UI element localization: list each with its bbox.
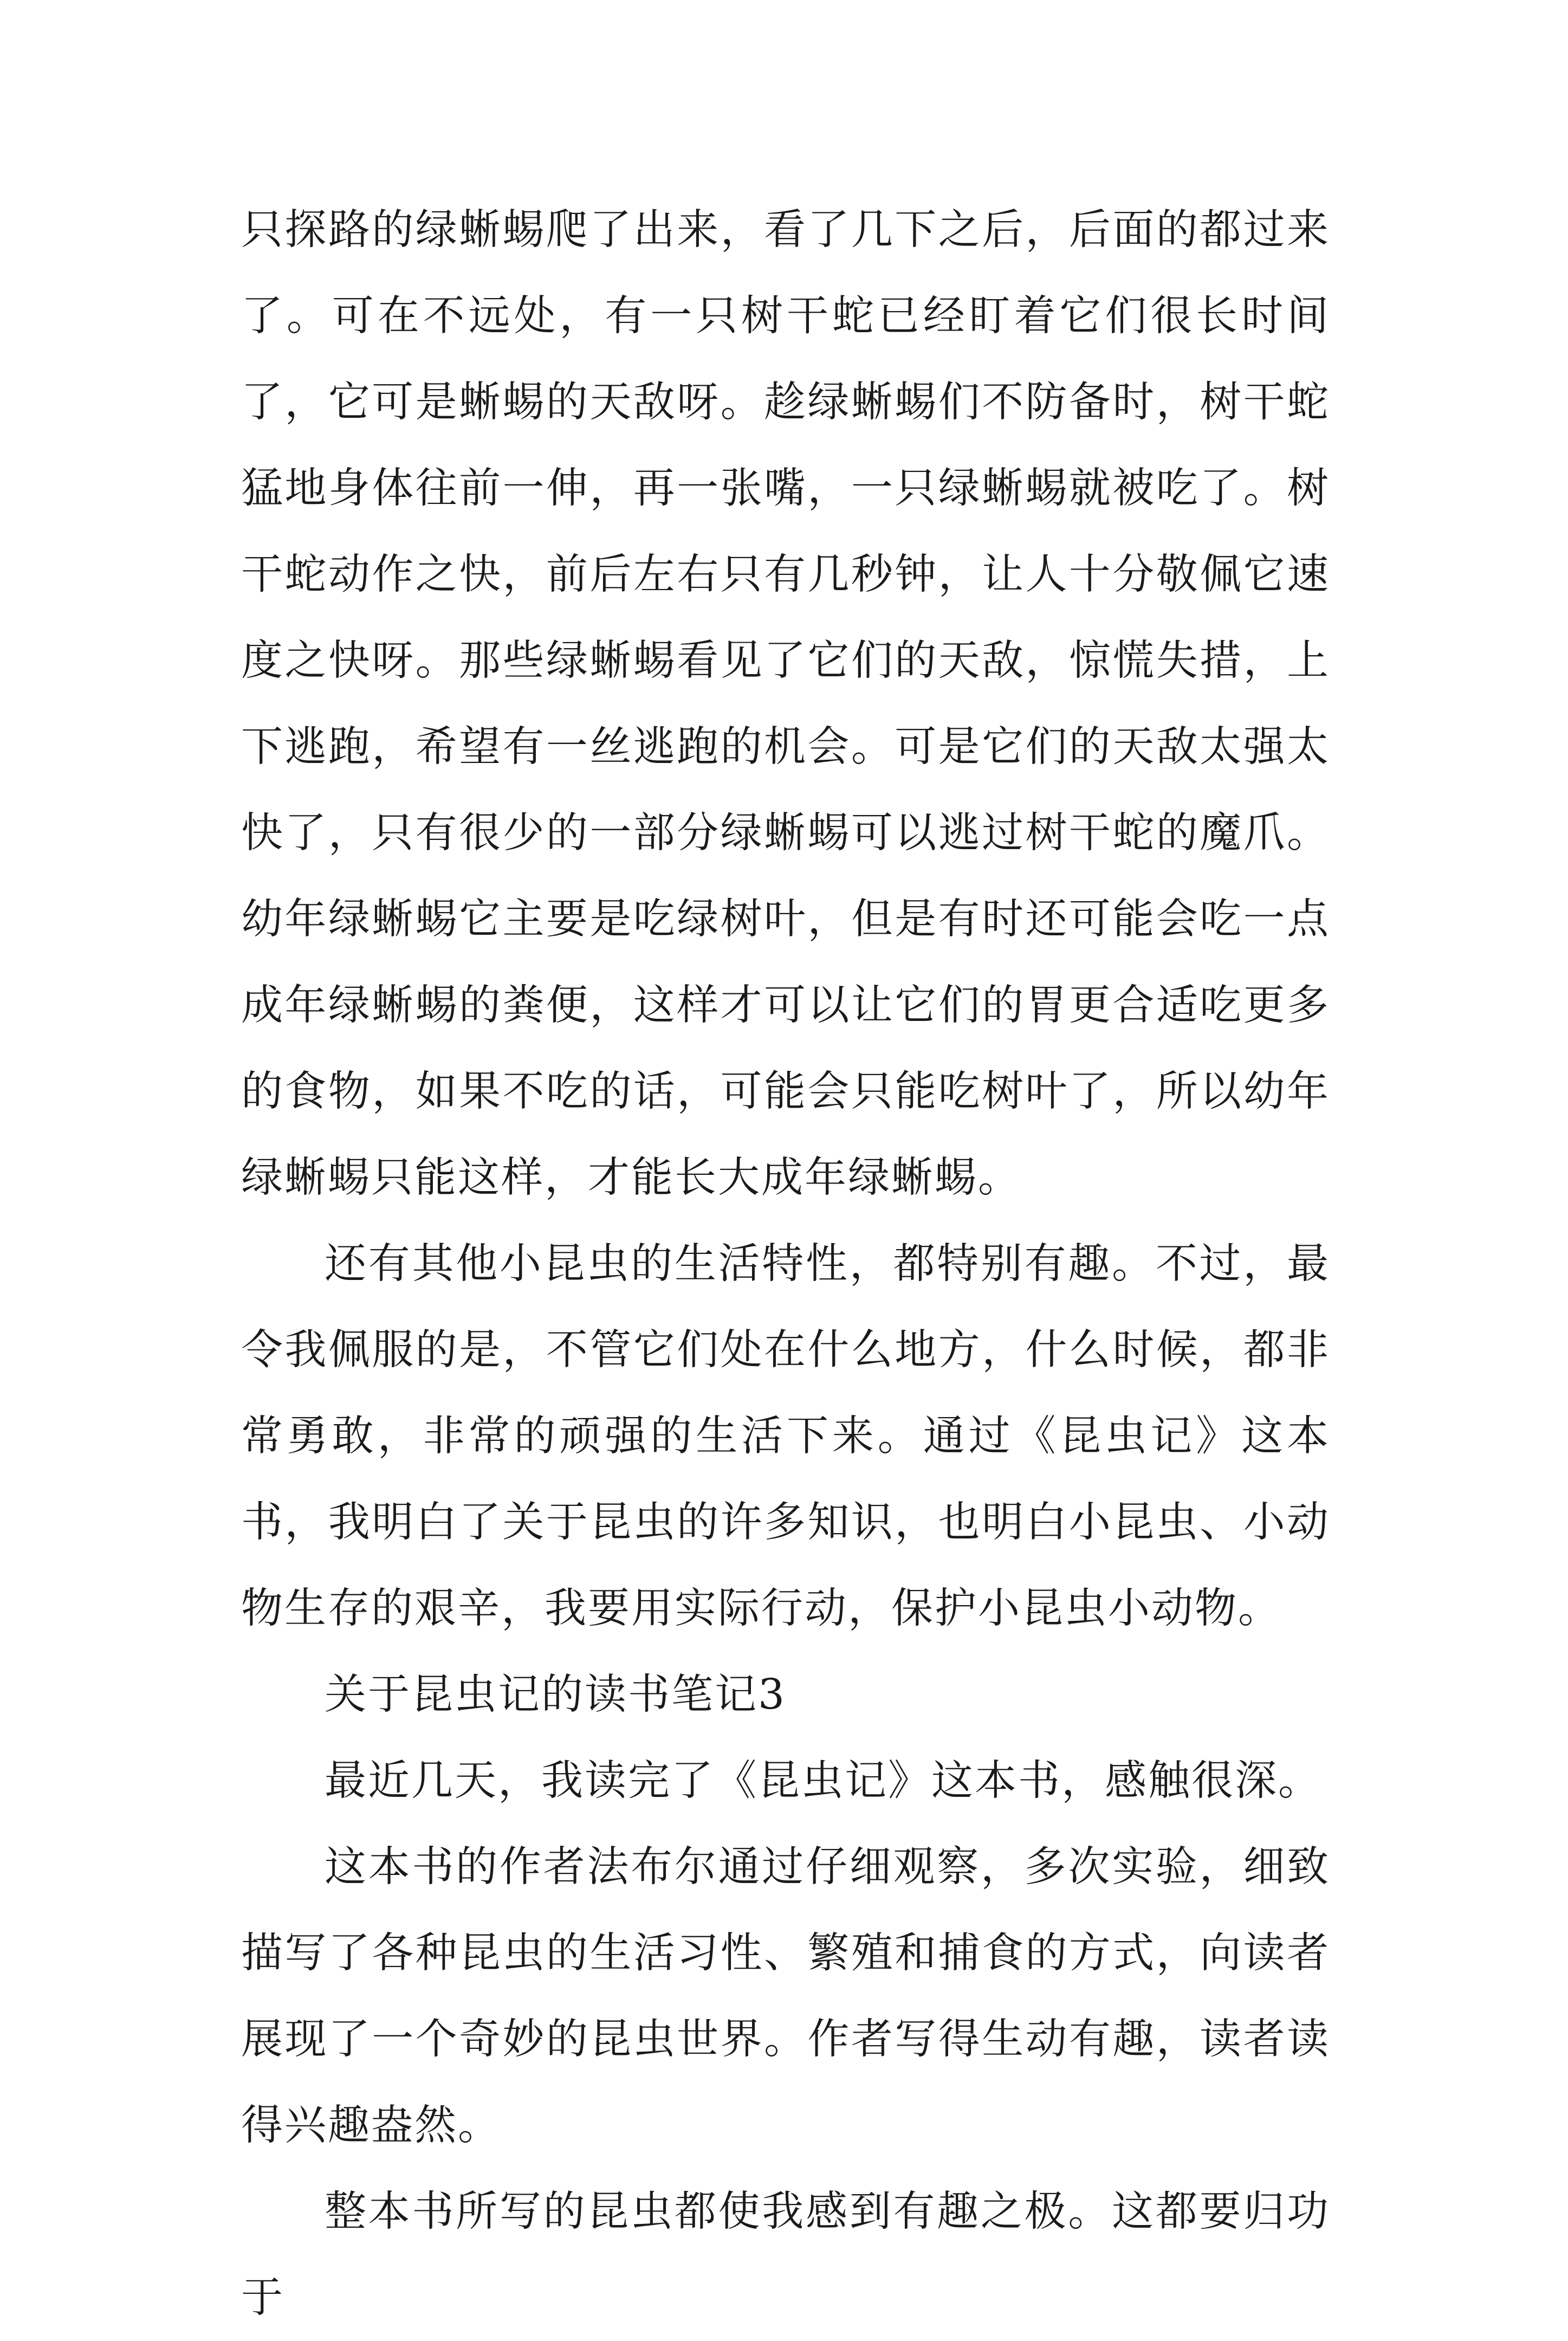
paragraph-interesting-insects: 整本书所写的昆虫都使我感到有趣之极。这都要归功于 [241, 2188, 1330, 2322]
paragraph-green-lizards: 只探路的绿蜥蜴爬了出来，看了几下之后，后面的都过来了。可在不远处，有一只树干蛇已经盯着它们很长时间了，它可是蜥蜴的天敌呀。趁绿蜥蜴们不防备时，树干蛇猛地身体往前一伸，再一张嘴，一只绿蜥蜴就被吃了。树干蛇动作之快，前后左右只有几秒钟，让人十分敬佩它速度之快呀。那些绿蜥蜴看见了它们的天敌，惊慌失措，上下逃跑，希望有一丝逃跑的机会。可是它们的天敌太强太快了，只有很少的一部分绿蜥蜴可以逃过树干蛇的魔爪。幼年绿蜥蜴它主要是吃绿树叶，但是有时还可能会吃一点成年绿蜥蜴的粪便，这样才可以让它们的胃更合适吃更多的食物，如果不吃的话，可能会只能吃树叶了，所以幼年绿蜥蜴只能这样，才能长大成年绿蜥蜴。 [241, 206, 1330, 1202]
document-body [241, 187, 1330, 2341]
paragraph-intro: 最近几天，我读完了《昆虫记》这本书，感触很深。 [325, 1757, 1321, 1805]
paragraph-other-insects: 还有其他小昆虫的生活特性，都特别有趣。不过，最令我佩服的是，不管它们处在什么地方，什么时候，都非常勇敢，非常的顽强的生活下来。通过《昆虫记》这本书，我明白了关于昆虫的许多知识，也明白小昆虫、小动物生存的艰辛，我要用实际行动，保护小昆虫小动物。 [241, 1240, 1330, 1633]
paragraph-author-fabre: 这本书的作者法布尔通过仔细观察，多次实验，细致描写了各种昆虫的生活习性、繁殖和捕食的方式，向读者展现了一个奇妙的昆虫世界。作者写得生动有趣，读者读得兴趣盎然。 [241, 1843, 1330, 2150]
section-heading: 关于昆虫记的读书笔记3 [325, 1671, 786, 1719]
